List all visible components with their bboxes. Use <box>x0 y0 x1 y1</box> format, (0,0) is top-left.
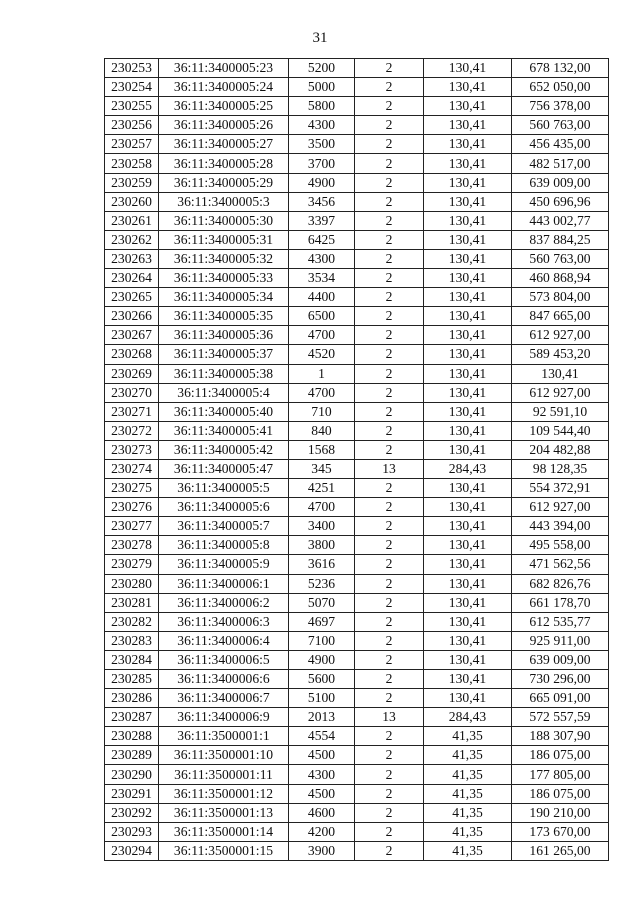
area-cell: 3397 <box>289 211 355 230</box>
group-cell: 2 <box>355 727 424 746</box>
row-number-cell: 230278 <box>105 536 159 555</box>
table-row <box>105 708 609 727</box>
specific-value-cell: 130,41 <box>424 116 512 135</box>
group-cell: 2 <box>355 555 424 574</box>
group-cell: 2 <box>355 78 424 97</box>
specific-value-cell: 130,41 <box>424 498 512 517</box>
table-row <box>105 78 609 97</box>
cadastral-number-cell: 36:11:3400005:41 <box>159 421 289 440</box>
area-cell: 4700 <box>289 326 355 345</box>
page-number: 31 <box>312 30 328 46</box>
table-row <box>105 727 609 746</box>
cadastral-value-cell: 177 805,00 <box>512 765 609 784</box>
cadastral-number-cell: 36:11:3400006:6 <box>159 670 289 689</box>
table-row <box>105 574 609 593</box>
row-number-cell: 230276 <box>105 498 159 517</box>
specific-value-cell: 130,41 <box>424 59 512 78</box>
cadastral-number-cell: 36:11:3400005:33 <box>159 269 289 288</box>
group-cell: 2 <box>355 326 424 345</box>
table-row <box>105 765 609 784</box>
table-row <box>105 593 609 612</box>
group-cell: 2 <box>355 670 424 689</box>
cadastral-value-cell: 612 927,00 <box>512 498 609 517</box>
cadastral-value-cell: 682 826,76 <box>512 574 609 593</box>
cadastral-value-cell: 678 132,00 <box>512 59 609 78</box>
group-cell: 2 <box>355 211 424 230</box>
specific-value-cell: 130,41 <box>424 288 512 307</box>
row-number-cell: 230273 <box>105 440 159 459</box>
cadastral-value-cell: 190 210,00 <box>512 803 609 822</box>
cadastral-value-cell: 186 075,00 <box>512 746 609 765</box>
group-cell: 2 <box>355 822 424 841</box>
specific-value-cell: 130,41 <box>424 97 512 116</box>
row-number-cell: 230262 <box>105 230 159 249</box>
table-row <box>105 97 609 116</box>
row-number-cell: 230285 <box>105 670 159 689</box>
cadastral-number-cell: 36:11:3400005:38 <box>159 364 289 383</box>
row-number-cell: 230258 <box>105 154 159 173</box>
group-cell: 2 <box>355 192 424 211</box>
group-cell: 2 <box>355 517 424 536</box>
area-cell: 4400 <box>289 288 355 307</box>
specific-value-cell: 130,41 <box>424 479 512 498</box>
area-cell: 3400 <box>289 517 355 536</box>
cadastral-number-cell: 36:11:3500001:14 <box>159 822 289 841</box>
group-cell: 2 <box>355 116 424 135</box>
cadastral-value-cell: 482 517,00 <box>512 154 609 173</box>
area-cell: 3900 <box>289 841 355 860</box>
table-row <box>105 555 609 574</box>
specific-value-cell: 130,41 <box>424 593 512 612</box>
cadastral-number-cell: 36:11:3400005:6 <box>159 498 289 517</box>
specific-value-cell: 130,41 <box>424 230 512 249</box>
cadastral-number-cell: 36:11:3400005:30 <box>159 211 289 230</box>
specific-value-cell: 41,35 <box>424 803 512 822</box>
group-cell: 2 <box>355 154 424 173</box>
row-number-cell: 230290 <box>105 765 159 784</box>
area-cell: 4500 <box>289 746 355 765</box>
cadastral-value-cell: 589 453,20 <box>512 345 609 364</box>
cadastral-value-cell: 639 009,00 <box>512 650 609 669</box>
area-cell: 1568 <box>289 440 355 459</box>
cadastral-value-cell: 460 868,94 <box>512 269 609 288</box>
area-cell: 4251 <box>289 479 355 498</box>
group-cell: 2 <box>355 612 424 631</box>
specific-value-cell: 130,41 <box>424 192 512 211</box>
group-cell: 2 <box>355 440 424 459</box>
cadastral-number-cell: 36:11:3500001:12 <box>159 784 289 803</box>
cadastral-value-cell: 161 265,00 <box>512 841 609 860</box>
table-body <box>105 59 609 861</box>
cadastral-value-cell: 92 591,10 <box>512 402 609 421</box>
area-cell: 840 <box>289 421 355 440</box>
area-cell: 5600 <box>289 670 355 689</box>
row-number-cell: 230268 <box>105 345 159 364</box>
group-cell: 13 <box>355 708 424 727</box>
row-number-cell: 230281 <box>105 593 159 612</box>
table-row <box>105 326 609 345</box>
area-cell: 5000 <box>289 78 355 97</box>
specific-value-cell: 41,35 <box>424 822 512 841</box>
table-row <box>105 689 609 708</box>
cadastral-number-cell: 36:11:3400005:7 <box>159 517 289 536</box>
area-cell: 5070 <box>289 593 355 612</box>
specific-value-cell: 41,35 <box>424 841 512 860</box>
table-row <box>105 230 609 249</box>
cadastral-value-cell: 450 696,96 <box>512 192 609 211</box>
row-number-cell: 230260 <box>105 192 159 211</box>
row-number-cell: 230263 <box>105 249 159 268</box>
cadastral-value-cell: 554 372,91 <box>512 479 609 498</box>
cadastral-number-cell: 36:11:3400006:1 <box>159 574 289 593</box>
cadastral-number-cell: 36:11:3400005:42 <box>159 440 289 459</box>
area-cell: 4300 <box>289 765 355 784</box>
cadastral-value-cell: 443 394,00 <box>512 517 609 536</box>
area-cell: 3800 <box>289 536 355 555</box>
cadastral-number-cell: 36:11:3400005:25 <box>159 97 289 116</box>
specific-value-cell: 130,41 <box>424 574 512 593</box>
group-cell: 2 <box>355 765 424 784</box>
cadastral-value-cell: 443 002,77 <box>512 211 609 230</box>
table-row <box>105 307 609 326</box>
cadastral-value-cell: 109 544,40 <box>512 421 609 440</box>
cadastral-number-cell: 36:11:3400005:5 <box>159 479 289 498</box>
specific-value-cell: 130,41 <box>424 135 512 154</box>
table-row <box>105 192 609 211</box>
area-cell: 5200 <box>289 59 355 78</box>
cadastral-value-cell: 847 665,00 <box>512 307 609 326</box>
cadastral-value-cell: 173 670,00 <box>512 822 609 841</box>
area-cell: 3700 <box>289 154 355 173</box>
table-row <box>105 288 609 307</box>
specific-value-cell: 130,41 <box>424 421 512 440</box>
specific-value-cell: 284,43 <box>424 708 512 727</box>
group-cell: 2 <box>355 345 424 364</box>
area-cell: 710 <box>289 402 355 421</box>
cadastral-value-cell: 98 128,35 <box>512 459 609 478</box>
cadastral-number-cell: 36:11:3400005:35 <box>159 307 289 326</box>
cadastral-value-cell: 756 378,00 <box>512 97 609 116</box>
cadastral-value-cell: 730 296,00 <box>512 670 609 689</box>
specific-value-cell: 130,41 <box>424 670 512 689</box>
table-row <box>105 746 609 765</box>
table-row <box>105 345 609 364</box>
group-cell: 2 <box>355 59 424 78</box>
cadastral-value-cell: 837 884,25 <box>512 230 609 249</box>
table-row <box>105 650 609 669</box>
cadastral-value-cell: 560 763,00 <box>512 116 609 135</box>
table-row <box>105 173 609 192</box>
cadastral-number-cell: 36:11:3400006:3 <box>159 612 289 631</box>
group-cell: 2 <box>355 402 424 421</box>
cadastral-number-cell: 36:11:3400005:47 <box>159 459 289 478</box>
group-cell: 2 <box>355 650 424 669</box>
table-row <box>105 536 609 555</box>
row-number-cell: 230293 <box>105 822 159 841</box>
area-cell: 1 <box>289 364 355 383</box>
cadastral-value-cell: 495 558,00 <box>512 536 609 555</box>
row-number-cell: 230291 <box>105 784 159 803</box>
group-cell: 2 <box>355 841 424 860</box>
group-cell: 2 <box>355 803 424 822</box>
cadastral-number-cell: 36:11:3400005:34 <box>159 288 289 307</box>
group-cell: 2 <box>355 498 424 517</box>
table-row <box>105 364 609 383</box>
cadastral-value-cell: 188 307,90 <box>512 727 609 746</box>
cadastral-value-cell: 573 804,00 <box>512 288 609 307</box>
cadastral-value-cell: 612 927,00 <box>512 326 609 345</box>
row-number-cell: 230271 <box>105 402 159 421</box>
area-cell: 7100 <box>289 631 355 650</box>
group-cell: 2 <box>355 593 424 612</box>
row-number-cell: 230266 <box>105 307 159 326</box>
specific-value-cell: 130,41 <box>424 650 512 669</box>
group-cell: 2 <box>355 97 424 116</box>
group-cell: 2 <box>355 135 424 154</box>
row-number-cell: 230257 <box>105 135 159 154</box>
cadastral-number-cell: 36:11:3400005:8 <box>159 536 289 555</box>
group-cell: 2 <box>355 536 424 555</box>
area-cell: 4300 <box>289 249 355 268</box>
cadastral-number-cell: 36:11:3400006:7 <box>159 689 289 708</box>
row-number-cell: 230287 <box>105 708 159 727</box>
cadastral-number-cell: 36:11:3500001:13 <box>159 803 289 822</box>
row-number-cell: 230264 <box>105 269 159 288</box>
table-row <box>105 154 609 173</box>
group-cell: 2 <box>355 230 424 249</box>
group-cell: 2 <box>355 574 424 593</box>
table-row <box>105 479 609 498</box>
specific-value-cell: 41,35 <box>424 746 512 765</box>
cadastral-number-cell: 36:11:3400006:2 <box>159 593 289 612</box>
group-cell: 2 <box>355 364 424 383</box>
cadastral-number-cell: 36:11:3400005:3 <box>159 192 289 211</box>
row-number-cell: 230283 <box>105 631 159 650</box>
area-cell: 345 <box>289 459 355 478</box>
cadastral-value-cell: 652 050,00 <box>512 78 609 97</box>
area-cell: 2013 <box>289 708 355 727</box>
specific-value-cell: 130,41 <box>424 211 512 230</box>
table-row <box>105 803 609 822</box>
row-number-cell: 230275 <box>105 479 159 498</box>
table-row <box>105 841 609 860</box>
cadastral-number-cell: 36:11:3400005:24 <box>159 78 289 97</box>
area-cell: 4900 <box>289 650 355 669</box>
table-row <box>105 59 609 78</box>
row-number-cell: 230274 <box>105 459 159 478</box>
specific-value-cell: 130,41 <box>424 345 512 364</box>
cadastral-number-cell: 36:11:3400005:23 <box>159 59 289 78</box>
table-row <box>105 822 609 841</box>
row-number-cell: 230261 <box>105 211 159 230</box>
cadastral-value-cell: 204 482,88 <box>512 440 609 459</box>
row-number-cell: 230267 <box>105 326 159 345</box>
cadastral-number-cell: 36:11:3400005:29 <box>159 173 289 192</box>
group-cell: 2 <box>355 784 424 803</box>
specific-value-cell: 130,41 <box>424 689 512 708</box>
table-row <box>105 784 609 803</box>
specific-value-cell: 130,41 <box>424 517 512 536</box>
cadastral-number-cell: 36:11:3400005:32 <box>159 249 289 268</box>
cadastral-number-cell: 36:11:3400005:9 <box>159 555 289 574</box>
specific-value-cell: 41,35 <box>424 784 512 803</box>
cadastral-number-cell: 36:11:3400006:5 <box>159 650 289 669</box>
area-cell: 6425 <box>289 230 355 249</box>
cadastral-value-cell: 572 557,59 <box>512 708 609 727</box>
cadastral-value-cell: 186 075,00 <box>512 784 609 803</box>
specific-value-cell: 130,41 <box>424 555 512 574</box>
cadastral-number-cell: 36:11:3400005:37 <box>159 345 289 364</box>
specific-value-cell: 130,41 <box>424 364 512 383</box>
row-number-cell: 230279 <box>105 555 159 574</box>
specific-value-cell: 130,41 <box>424 326 512 345</box>
table-row <box>105 249 609 268</box>
cadastral-value-table <box>104 58 609 861</box>
cadastral-value-cell: 612 927,00 <box>512 383 609 402</box>
specific-value-cell: 130,41 <box>424 78 512 97</box>
area-cell: 4900 <box>289 173 355 192</box>
specific-value-cell: 284,43 <box>424 459 512 478</box>
cadastral-number-cell: 36:11:3400006:9 <box>159 708 289 727</box>
specific-value-cell: 130,41 <box>424 269 512 288</box>
group-cell: 2 <box>355 173 424 192</box>
area-cell: 4300 <box>289 116 355 135</box>
group-cell: 2 <box>355 307 424 326</box>
cadastral-number-cell: 36:11:3400005:28 <box>159 154 289 173</box>
specific-value-cell: 41,35 <box>424 765 512 784</box>
table-row <box>105 631 609 650</box>
group-cell: 2 <box>355 383 424 402</box>
cadastral-value-cell: 925 911,00 <box>512 631 609 650</box>
cadastral-value-cell: 456 435,00 <box>512 135 609 154</box>
row-number-cell: 230253 <box>105 59 159 78</box>
row-number-cell: 230254 <box>105 78 159 97</box>
table-row <box>105 211 609 230</box>
row-number-cell: 230259 <box>105 173 159 192</box>
area-cell: 5236 <box>289 574 355 593</box>
area-cell: 5100 <box>289 689 355 708</box>
cadastral-value-cell: 639 009,00 <box>512 173 609 192</box>
area-cell: 4700 <box>289 498 355 517</box>
specific-value-cell: 130,41 <box>424 307 512 326</box>
row-number-cell: 230256 <box>105 116 159 135</box>
specific-value-cell: 41,35 <box>424 727 512 746</box>
cadastral-value-cell: 612 535,77 <box>512 612 609 631</box>
area-cell: 3534 <box>289 269 355 288</box>
specific-value-cell: 130,41 <box>424 173 512 192</box>
cadastral-number-cell: 36:11:3400006:4 <box>159 631 289 650</box>
area-cell: 4200 <box>289 822 355 841</box>
area-cell: 4554 <box>289 727 355 746</box>
row-number-cell: 230288 <box>105 727 159 746</box>
area-cell: 6500 <box>289 307 355 326</box>
specific-value-cell: 130,41 <box>424 440 512 459</box>
row-number-cell: 230286 <box>105 689 159 708</box>
row-number-cell: 230265 <box>105 288 159 307</box>
cadastral-value-cell: 130,41 <box>512 364 609 383</box>
area-cell: 4700 <box>289 383 355 402</box>
row-number-cell: 230292 <box>105 803 159 822</box>
group-cell: 2 <box>355 249 424 268</box>
specific-value-cell: 130,41 <box>424 631 512 650</box>
specific-value-cell: 130,41 <box>424 249 512 268</box>
table-row <box>105 116 609 135</box>
cadastral-number-cell: 36:11:3500001:15 <box>159 841 289 860</box>
row-number-cell: 230255 <box>105 97 159 116</box>
area-cell: 4697 <box>289 612 355 631</box>
area-cell: 3616 <box>289 555 355 574</box>
group-cell: 2 <box>355 479 424 498</box>
cadastral-value-cell: 665 091,00 <box>512 689 609 708</box>
cadastral-number-cell: 36:11:3500001:1 <box>159 727 289 746</box>
row-number-cell: 230277 <box>105 517 159 536</box>
table-row <box>105 440 609 459</box>
cadastral-number-cell: 36:11:3400005:40 <box>159 402 289 421</box>
group-cell: 2 <box>355 631 424 650</box>
group-cell: 2 <box>355 269 424 288</box>
specific-value-cell: 130,41 <box>424 383 512 402</box>
group-cell: 2 <box>355 746 424 765</box>
area-cell: 5800 <box>289 97 355 116</box>
area-cell: 4600 <box>289 803 355 822</box>
cadastral-value-cell: 661 178,70 <box>512 593 609 612</box>
table-row <box>105 135 609 154</box>
cadastral-number-cell: 36:11:3400005:36 <box>159 326 289 345</box>
table-row <box>105 498 609 517</box>
row-number-cell: 230270 <box>105 383 159 402</box>
table-row <box>105 459 609 478</box>
cadastral-number-cell: 36:11:3400005:31 <box>159 230 289 249</box>
area-cell: 3500 <box>289 135 355 154</box>
group-cell: 13 <box>355 459 424 478</box>
table-row <box>105 517 609 536</box>
cadastral-number-cell: 36:11:3500001:11 <box>159 765 289 784</box>
area-cell: 3456 <box>289 192 355 211</box>
group-cell: 2 <box>355 689 424 708</box>
row-number-cell: 230284 <box>105 650 159 669</box>
table-row <box>105 402 609 421</box>
specific-value-cell: 130,41 <box>424 612 512 631</box>
row-number-cell: 230294 <box>105 841 159 860</box>
row-number-cell: 230272 <box>105 421 159 440</box>
table-row <box>105 421 609 440</box>
cadastral-number-cell: 36:11:3400005:4 <box>159 383 289 402</box>
specific-value-cell: 130,41 <box>424 154 512 173</box>
cadastral-value-cell: 560 763,00 <box>512 249 609 268</box>
row-number-cell: 230289 <box>105 746 159 765</box>
row-number-cell: 230269 <box>105 364 159 383</box>
cadastral-number-cell: 36:11:3400005:26 <box>159 116 289 135</box>
group-cell: 2 <box>355 421 424 440</box>
area-cell: 4520 <box>289 345 355 364</box>
cadastral-number-cell: 36:11:3500001:10 <box>159 746 289 765</box>
area-cell: 4500 <box>289 784 355 803</box>
table-row <box>105 383 609 402</box>
table-row <box>105 612 609 631</box>
cadastral-value-cell: 471 562,56 <box>512 555 609 574</box>
table-row <box>105 670 609 689</box>
specific-value-cell: 130,41 <box>424 402 512 421</box>
row-number-cell: 230280 <box>105 574 159 593</box>
row-number-cell: 230282 <box>105 612 159 631</box>
table-row <box>105 269 609 288</box>
group-cell: 2 <box>355 288 424 307</box>
cadastral-number-cell: 36:11:3400005:27 <box>159 135 289 154</box>
specific-value-cell: 130,41 <box>424 536 512 555</box>
